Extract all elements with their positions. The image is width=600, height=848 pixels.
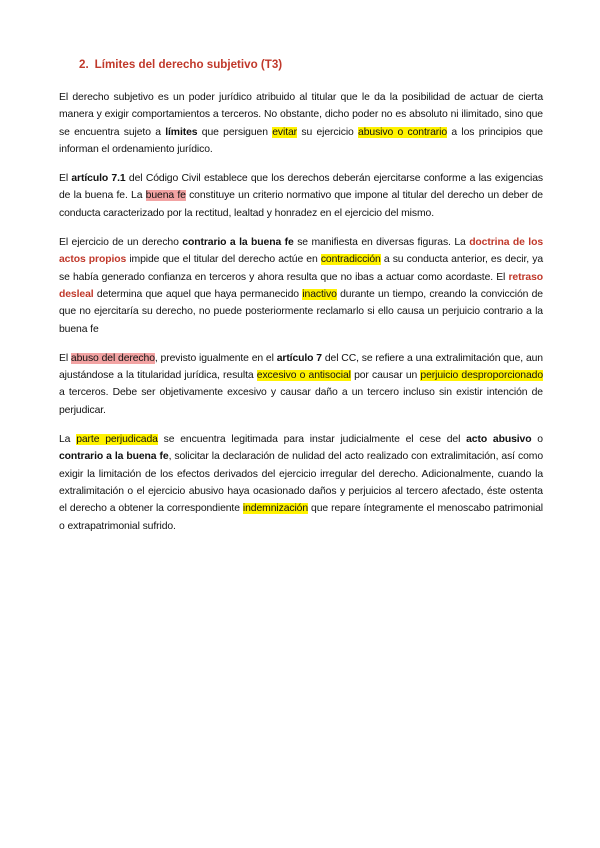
text: El <box>59 173 72 185</box>
paragraph-5 <box>59 431 543 535</box>
paragraph-4 <box>59 350 543 419</box>
highlight-pink: abuso del derecho <box>70 352 155 364</box>
text: del CC, se refiere a una extralimitación que, aun ajustándose a la titularidad jurídica, resulta <box>59 352 543 382</box>
text: del Código Civil establece que los derechos deberán ejercitarse conforme a las exigencias de la buena fe. La <box>59 173 544 202</box>
bold-term: artículo 7 <box>276 352 322 364</box>
highlight-yellow: excesivo o antisocial <box>256 370 351 382</box>
bold-term: acto abusivo <box>466 434 532 446</box>
highlight-yellow: parte perjudicada <box>76 434 158 446</box>
text: a su conducta anterior, es decir, ya se había generado confianza en terceros y ahora resulta que no ibas a actuar como acordaste. El <box>59 254 543 283</box>
text: su ejercicio <box>297 126 359 138</box>
text: o <box>531 434 543 446</box>
highlight-yellow: perjuicio desproporcionado <box>420 370 544 382</box>
text: a terceros. Debe ser objetivamente excesivo y causar daño a un tercero incluso sin existir intención de perjudicar. <box>59 387 543 416</box>
red-term: doctrina de los actos propios <box>59 237 544 266</box>
section-heading <box>79 58 543 71</box>
bold-term: límites <box>165 126 198 138</box>
text: a los principios que informan el ordenamiento jurídico. <box>59 126 543 155</box>
text: se encuentra legitimada para instar judicialmente el cese del <box>157 434 467 446</box>
text: El derecho subjetivo es un poder jurídico atribuido al titular que le da la posibilidad de actuar de cierta manera y exigir comportamientos a terceros. No obstante, dicho poder no es absoluto ni ilimitado, sino que se encuentra sujeto a <box>59 92 543 138</box>
text: , previsto igualmente en el <box>154 352 277 364</box>
text: La <box>59 434 77 446</box>
section-title: Límites del derecho subjetivo (T3) <box>94 58 283 71</box>
paragraph-1 <box>59 89 543 158</box>
text: El <box>59 352 71 364</box>
paragraph-2 <box>59 170 543 222</box>
text: que repare íntegramente el menoscabo patrimonial o extrapatrimonial sufrido. <box>59 503 543 532</box>
bold-term: contrario a la buena fe <box>59 451 169 463</box>
text: por causar un <box>350 370 421 382</box>
text: , solicitar la declaración de nulidad del acto realizado con extralimitación, así como exigir la limitación de los efectos derivados del ejercicio irregular del derecho. Adicionalmente, cuando la extralimitación o el ejercicio abusivo haya ocasionado daños y perjuicios al tercero afectado, éste ostenta el derecho a obtener la correspondiente <box>59 451 543 515</box>
section-number: 2. <box>79 58 89 71</box>
text: impide que el titular del derecho actúe en <box>126 254 321 266</box>
text: determina que aquel que haya permanecido <box>93 288 303 300</box>
highlight-yellow: abusivo o contrario <box>358 126 448 138</box>
red-term: retraso desleal <box>59 271 543 300</box>
text: constituye un criterio normativo que impone al titular del derecho un deber de conducta caracterizado por la rectitud, lealtad y honradez en el ejercicio del mismo. <box>59 190 543 219</box>
highlight-pink: buena fe <box>145 190 186 202</box>
text: El ejercicio de un derecho <box>59 237 183 249</box>
bold-term: contrario a la buena fe <box>182 237 294 249</box>
highlight-yellow: inactivo <box>302 288 337 300</box>
text: que persiguen <box>197 126 273 138</box>
highlight-yellow: contradicción <box>320 254 381 266</box>
highlight-yellow: evitar <box>272 126 298 138</box>
bold-term: artículo 7.1 <box>71 173 126 185</box>
text: se manifiesta en diversas figuras. La <box>293 237 470 249</box>
text: durante un tiempo, creando la convicción de que no ejercitaría su derecho, no puede posteriormente reclamarlo si ello causa un perjuicio contrario a la buena fe <box>59 288 543 335</box>
highlight-yellow: indemnización <box>242 503 309 515</box>
paragraph-3 <box>59 234 543 338</box>
